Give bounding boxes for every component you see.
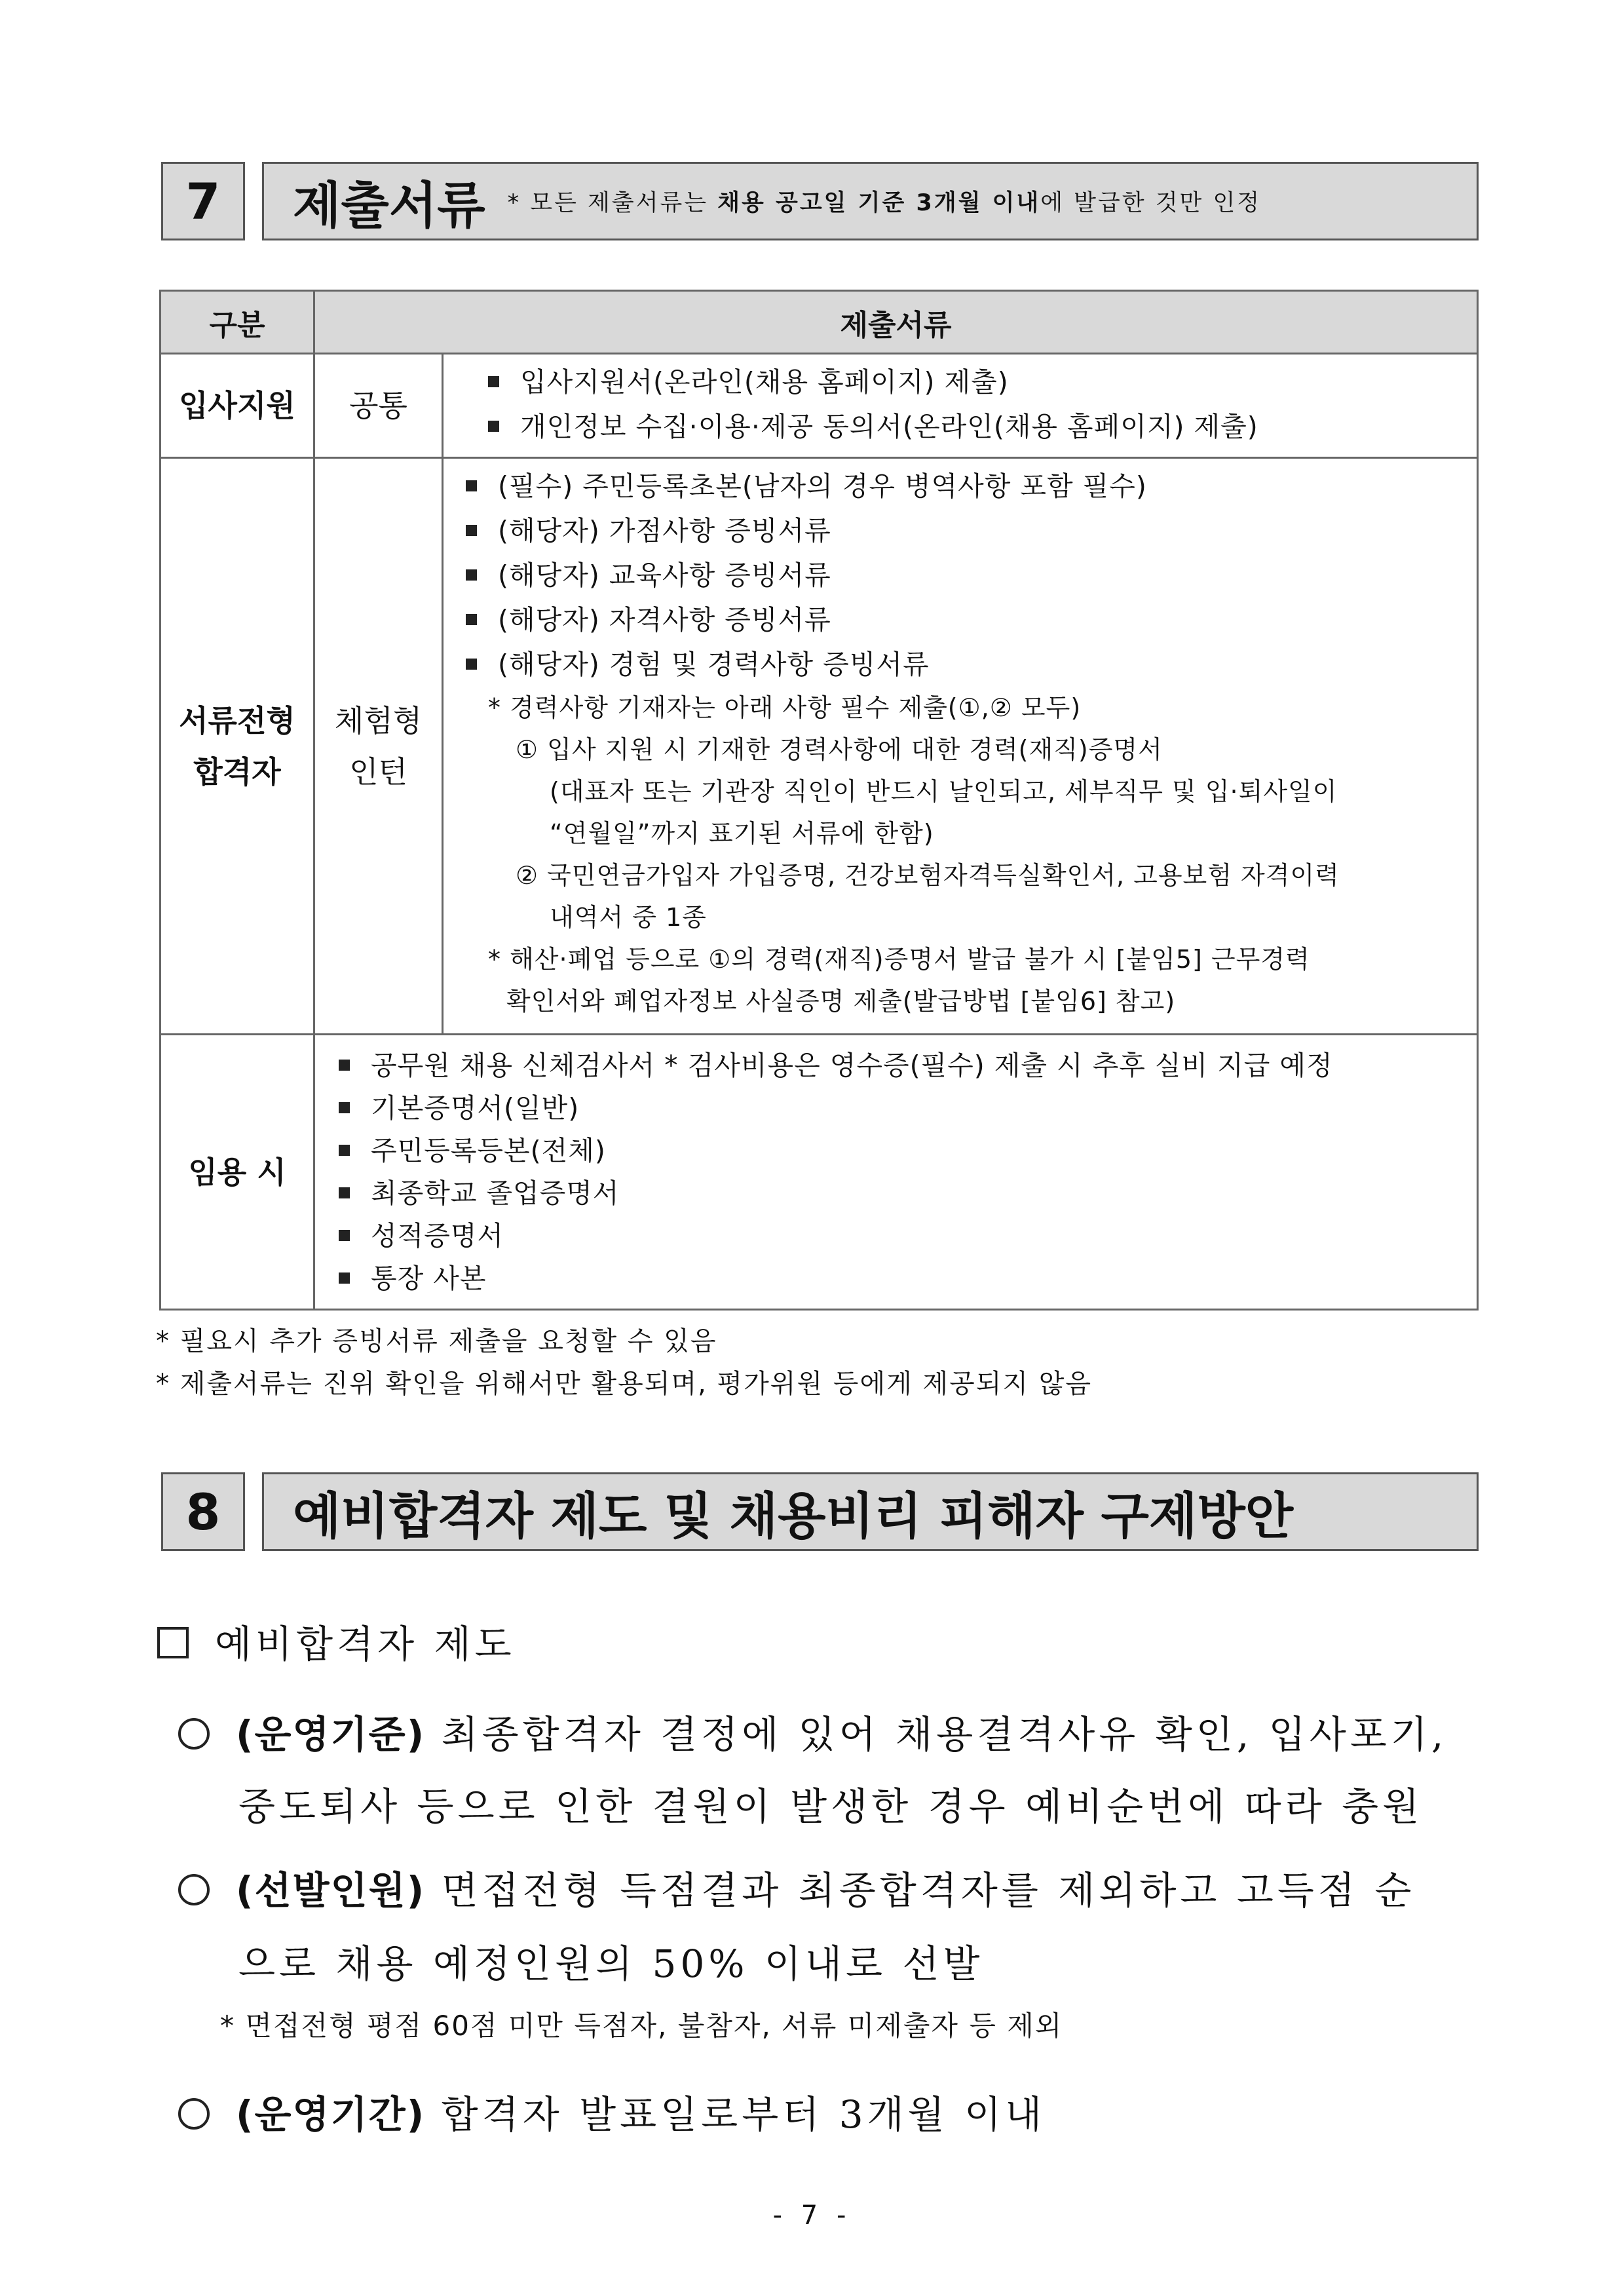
header-category: 구분 bbox=[161, 291, 314, 354]
bullet-square-icon bbox=[339, 1272, 350, 1284]
note-line: “연월일”까지 표기된 서류에 한함) bbox=[550, 819, 934, 848]
row-subcategory: 체험형 인턴 bbox=[314, 458, 443, 1035]
bullet-square-icon bbox=[339, 1145, 350, 1156]
bullet-square-icon bbox=[466, 525, 477, 536]
table-row bbox=[161, 458, 1478, 1035]
row-category: 서류전형 합격자 bbox=[161, 458, 314, 1035]
square-bullet-icon bbox=[157, 1627, 189, 1658]
section-7-title: 제출서류 bbox=[293, 176, 485, 235]
bullet-square-icon bbox=[339, 1187, 350, 1198]
row-category: 임용 시 bbox=[161, 1035, 314, 1310]
documents-table bbox=[159, 290, 1479, 1311]
section-8-title: 예비합격자 제도 및 채용비리 피해자 구제방안 bbox=[293, 1486, 1294, 1545]
bullet-square-icon bbox=[339, 1102, 350, 1113]
row-items: 입사지원서(온라인(채용 홈페이지) 제출) 개인정보 수집·이용·제공 동의서(온라인(채용 홈페이지) 제출) bbox=[443, 354, 1478, 458]
row-items: 공무원 채용 신체검사서 * 검사비용은 영수증(필수) 제출 시 추후 실비 지급 예정 기본증명서(일반) 주민등록등본(전체) 최종학교 졸업증명서 성적증명서 통장 사본 bbox=[314, 1035, 1478, 1310]
footnote: * 필요시 추가 증빙서류 제출을 요청할 수 있음 bbox=[156, 1326, 717, 1356]
note-line: * 해산·폐업 등으로 ①의 경력(재직)증명서 발급 불가 시 [붙임5] 근무경력 bbox=[488, 945, 1310, 974]
circle-bullet-icon bbox=[178, 2098, 210, 2130]
bullet-square-icon bbox=[488, 421, 499, 432]
row-items: (필수) 주민등록초본(남자의 경우 병역사항 포함 필수) (해당자) 가점사항 증빙서류 (해당자) 교육사항 증빙서류 (해당자) 자격사항 증빙서류 (해당자) 경험 및 경력사항 증빙서류 * 경력사항 기재자는 아래 사항 필수 제출(①,② 모두) ① 입사 지원 시 기재한 경력사항에 대한 경력(재직)증명서 (대표자 또는 기관장 직인이 반드시 날인되고, 세부직무 및 입·퇴사일이 “연월일”까지 표기된 서류에 한함) ② 국민연금가입자 가입증명, 건강보험자격득실확인서, 고용보험 자격이력 내역서 중 1종 * 해산·폐업 등으로 ①의 경력(재직)증명서 발급 불가 시 [붙임5] 근무경력 확인서와 폐업자정보 사실증명 제출(발급방법 [붙임6] 참고) bbox=[443, 458, 1478, 1035]
bullet-continuation: 으로 채용 예정인원의 50% 이내로 선발 bbox=[238, 1942, 984, 1986]
subheading: 예비합격자 제도 bbox=[157, 1613, 516, 1668]
bullet-square-icon bbox=[466, 569, 477, 581]
bullet-square-icon bbox=[488, 376, 499, 387]
bullet-square-icon bbox=[466, 659, 477, 670]
note-line: 내역서 중 1종 bbox=[550, 903, 707, 932]
note-line: 확인서와 폐업자정보 사실증명 제출(발급방법 [붙임6] 참고) bbox=[506, 987, 1176, 1016]
page-number: - 7 - bbox=[772, 2200, 852, 2230]
table-header-row bbox=[161, 291, 1478, 354]
note-line: * 경력사항 기재자는 아래 사항 필수 제출(①,② 모두) bbox=[488, 693, 1082, 722]
table-row bbox=[161, 1035, 1478, 1310]
bullet-item: (운영기준) 최종합격자 결정에 있어 채용결격사유 확인, 입사포기, bbox=[178, 1704, 1447, 1759]
note-line: ① 입사 지원 시 기재한 경력사항에 대한 경력(재직)증명서 bbox=[516, 735, 1163, 764]
circle-bullet-icon bbox=[178, 1874, 210, 1905]
section-7-number: 7 bbox=[161, 162, 245, 240]
row-subcategory: 공통 bbox=[314, 354, 443, 458]
bullet-item: (운영기간) 합격자 발표일로부터 3개월 이내 bbox=[178, 2084, 1046, 2139]
row-category: 입사지원 bbox=[161, 354, 314, 458]
bullet-square-icon bbox=[466, 480, 477, 491]
bullet-square-icon bbox=[339, 1060, 350, 1071]
section-8-header bbox=[262, 1472, 1479, 1551]
section-8-number: 8 bbox=[161, 1472, 245, 1551]
bullet-note: * 면접전형 평점 60점 미만 득점자, 불참자, 서류 미제출자 등 제외 bbox=[220, 2010, 1063, 2042]
section-7-note: * 모든 제출서류는 채용 공고일 기준 3개월 이내에 발급한 것만 인정 bbox=[507, 190, 1262, 216]
note-line: (대표자 또는 기관장 직인이 반드시 날인되고, 세부직무 및 입·퇴사일이 bbox=[550, 777, 1338, 806]
header-documents: 제출서류 bbox=[314, 291, 1478, 354]
footnote: * 제출서류는 진위 확인을 위해서만 활용되며, 평가위원 등에게 제공되지 않음 bbox=[156, 1369, 1092, 1399]
note-line: ② 국민연금가입자 가입증명, 건강보험자격득실확인서, 고용보험 자격이력 bbox=[516, 861, 1340, 890]
circle-bullet-icon bbox=[178, 1718, 210, 1750]
table-row bbox=[161, 354, 1478, 458]
bullet-square-icon bbox=[466, 614, 477, 625]
bullet-continuation: 중도퇴사 등으로 인한 결원이 발생한 경우 예비순번에 따라 충원 bbox=[238, 1784, 1424, 1829]
bullet-item: (선발인원) 면접전형 득점결과 최종합격자를 제외하고 고득점 순 bbox=[178, 1860, 1415, 1915]
bullet-square-icon bbox=[339, 1230, 350, 1241]
section-7-header bbox=[262, 162, 1479, 240]
